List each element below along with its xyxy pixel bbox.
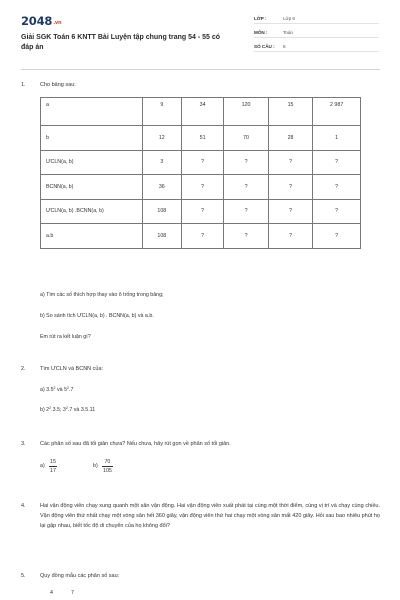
table-cell: ? bbox=[268, 150, 313, 175]
table-row bbox=[41, 126, 361, 151]
table-cell: ? bbox=[181, 224, 223, 249]
table-cell: 108 bbox=[142, 199, 181, 224]
question-2-text: Tìm ƯCLN và BCNN của: bbox=[40, 366, 104, 372]
logo-text: 2048 bbox=[21, 14, 53, 28]
table-cell: ? bbox=[224, 224, 269, 249]
table-cell: 12 bbox=[142, 126, 181, 151]
question-5-fraction-num: 4 bbox=[50, 590, 53, 596]
site-logo[interactable] bbox=[21, 14, 61, 28]
table-cell: 28 bbox=[268, 126, 313, 151]
header-divider bbox=[21, 69, 380, 70]
meta-class bbox=[254, 13, 379, 24]
question-1-part-b: b) So sánh tích ƯCLN(a, b) . BCNN(a, b) và a.b. bbox=[40, 313, 154, 319]
table-cell: 108 bbox=[142, 224, 181, 249]
question-5-fraction-num: 7 bbox=[71, 590, 74, 596]
table-row bbox=[41, 98, 361, 126]
question-2-part-a: a) $3.5^2$ và $5^2.7$ bbox=[40, 386, 74, 393]
table-row bbox=[41, 199, 361, 224]
table-cell: BCNN(a, b) bbox=[41, 175, 143, 200]
table-cell: ? bbox=[313, 150, 361, 175]
table-cell: 9 bbox=[142, 98, 181, 126]
table-cell: 36 bbox=[142, 175, 181, 200]
logo-suffix: .vn bbox=[53, 20, 62, 26]
meta-key: SỐ CÂU : bbox=[254, 44, 275, 49]
question-1-conclusion: Em rút ra kết luận gì? bbox=[40, 334, 91, 340]
page-title: Giải SGK Toán 6 KNTT Bài Luyện tập chung trang 54 - 55 có đáp án bbox=[21, 34, 221, 51]
document-page: 2048.vn Giải SGK Toán 6 KNTT Bài Luyện tập chung trang 54 - 55 có đáp án LỚP : Lớp 6 MÔN : Toán SỐ CÂU : 8 1. Cho bảng sau: a 9 34 120 15 2 987 b 12 51 70 28 1 ƯCLN(a, b) 3 ? ? ? ? BCNN(a, b) 36 ? ? ? ? ƯCLN(a, b) .BCNN(a, b) 108 ? ? ? ? a.b 108 ? ? ? ? a) Tìm các số thích hợp thay vào ô trống trong bảng; b) So sánh tích ƯCLN(a, b) . BCNN(a, b) và a.b. Em rút ra kết luận gì? 2. Tìm ƯCLN và BCNN của: a) $3.5^2$ và $5^2.7$ b) $2^2.3.5$; $3^2.7$ và 3.5.11 3. Các phân số sau đã tối giản chưa? Nếu chưa, hãy rút gọn về phân số tối giản. a) 15 17 b) 70 105 4. Hai vận động viên chạy xung quanh một sân vận động. Hai vận động viên xuất phát tại cùng một thời điểm, cùng vị trí và chạy cùng chiều. Vận động viên thứ nhất chạy một vòng sân hết 360 giây, vận động viên thứ hai chạy một vòng sân mất 420 giây. Hỏi sau bao nhiêu phút họ lại gặp nhau, biết tốc độ di chuyển của họ không đổi? 5. Quy đồng mẫu các phân số sau: 4 7 bbox=[21, 14, 380, 596]
table-cell: ? bbox=[268, 224, 313, 249]
meta-key: MÔN : bbox=[254, 30, 268, 35]
table-cell: ƯCLN(a, b) bbox=[41, 150, 143, 175]
question-2-number: 2. bbox=[21, 366, 26, 372]
question-1-text: Cho bảng sau: bbox=[40, 82, 76, 88]
table-cell: ? bbox=[313, 199, 361, 224]
question-4-text: Hai vận động viên chạy xung quanh một sân vận động. Hai vận động viên xuất phát tại cùng một thời điểm, cùng vị trí và chạy cùng chiều. Vận động viên thứ nhất chạy một vòng sân hết 360 giây, vận động viên thứ hai chạy một vòng sân mất 420 giây. Hỏi sau bao nhiêu phút họ lại gặp nhau, biết tốc độ di chuyển của họ không đổi? bbox=[40, 503, 380, 529]
question-5-text: Quy đồng mẫu các phân số sau: bbox=[40, 573, 120, 579]
meta-value: 8 bbox=[283, 44, 286, 49]
table-cell: b bbox=[41, 126, 143, 151]
table-cell: ? bbox=[181, 199, 223, 224]
question-1-table bbox=[40, 97, 361, 249]
table-cell: a bbox=[41, 98, 143, 126]
table-cell: 70 bbox=[224, 126, 269, 151]
table-cell: ? bbox=[181, 150, 223, 175]
meta-key: LỚP : bbox=[254, 16, 267, 21]
table-row bbox=[41, 175, 361, 200]
meta-question-count bbox=[254, 41, 379, 52]
meta-subject bbox=[254, 27, 379, 38]
question-3-number: 3. bbox=[21, 441, 26, 447]
table-cell: ? bbox=[313, 224, 361, 249]
table-cell: a.b bbox=[41, 224, 143, 249]
meta-value: Lớp 6 bbox=[283, 16, 295, 21]
table-cell: 2 987 bbox=[313, 98, 361, 126]
table-cell: ? bbox=[224, 175, 269, 200]
table-row bbox=[41, 224, 361, 249]
table-cell: ? bbox=[268, 199, 313, 224]
table-cell: ? bbox=[224, 199, 269, 224]
table-cell: 15 bbox=[268, 98, 313, 126]
question-3-text: Các phân số sau đã tối giản chưa? Nếu chưa, hãy rút gọn về phân số tối giản. bbox=[40, 441, 231, 447]
question-5-number: 5. bbox=[21, 573, 26, 579]
question-4-number: 4. bbox=[21, 503, 26, 509]
table-cell: 120 bbox=[224, 98, 269, 126]
question-2-part-b: b) $2^2.3.5$; $3^2.7$ và 3.5.11 bbox=[40, 406, 96, 413]
table-cell: ? bbox=[268, 175, 313, 200]
question-1-part-a: a) Tìm các số thích hợp thay vào ô trống trong bảng; bbox=[40, 292, 164, 298]
table-cell: 1 bbox=[313, 126, 361, 151]
question-1-number: 1. bbox=[21, 82, 26, 88]
table-cell: ƯCLN(a, b) .BCNN(a, b) bbox=[41, 199, 143, 224]
table-cell: ? bbox=[181, 175, 223, 200]
table-cell: ? bbox=[224, 150, 269, 175]
table-cell: 34 bbox=[181, 98, 223, 126]
table-row bbox=[41, 150, 361, 175]
meta-value: Toán bbox=[283, 30, 293, 35]
table-cell: ? bbox=[313, 175, 361, 200]
table-cell: 3 bbox=[142, 150, 181, 175]
table-cell: 51 bbox=[181, 126, 223, 151]
